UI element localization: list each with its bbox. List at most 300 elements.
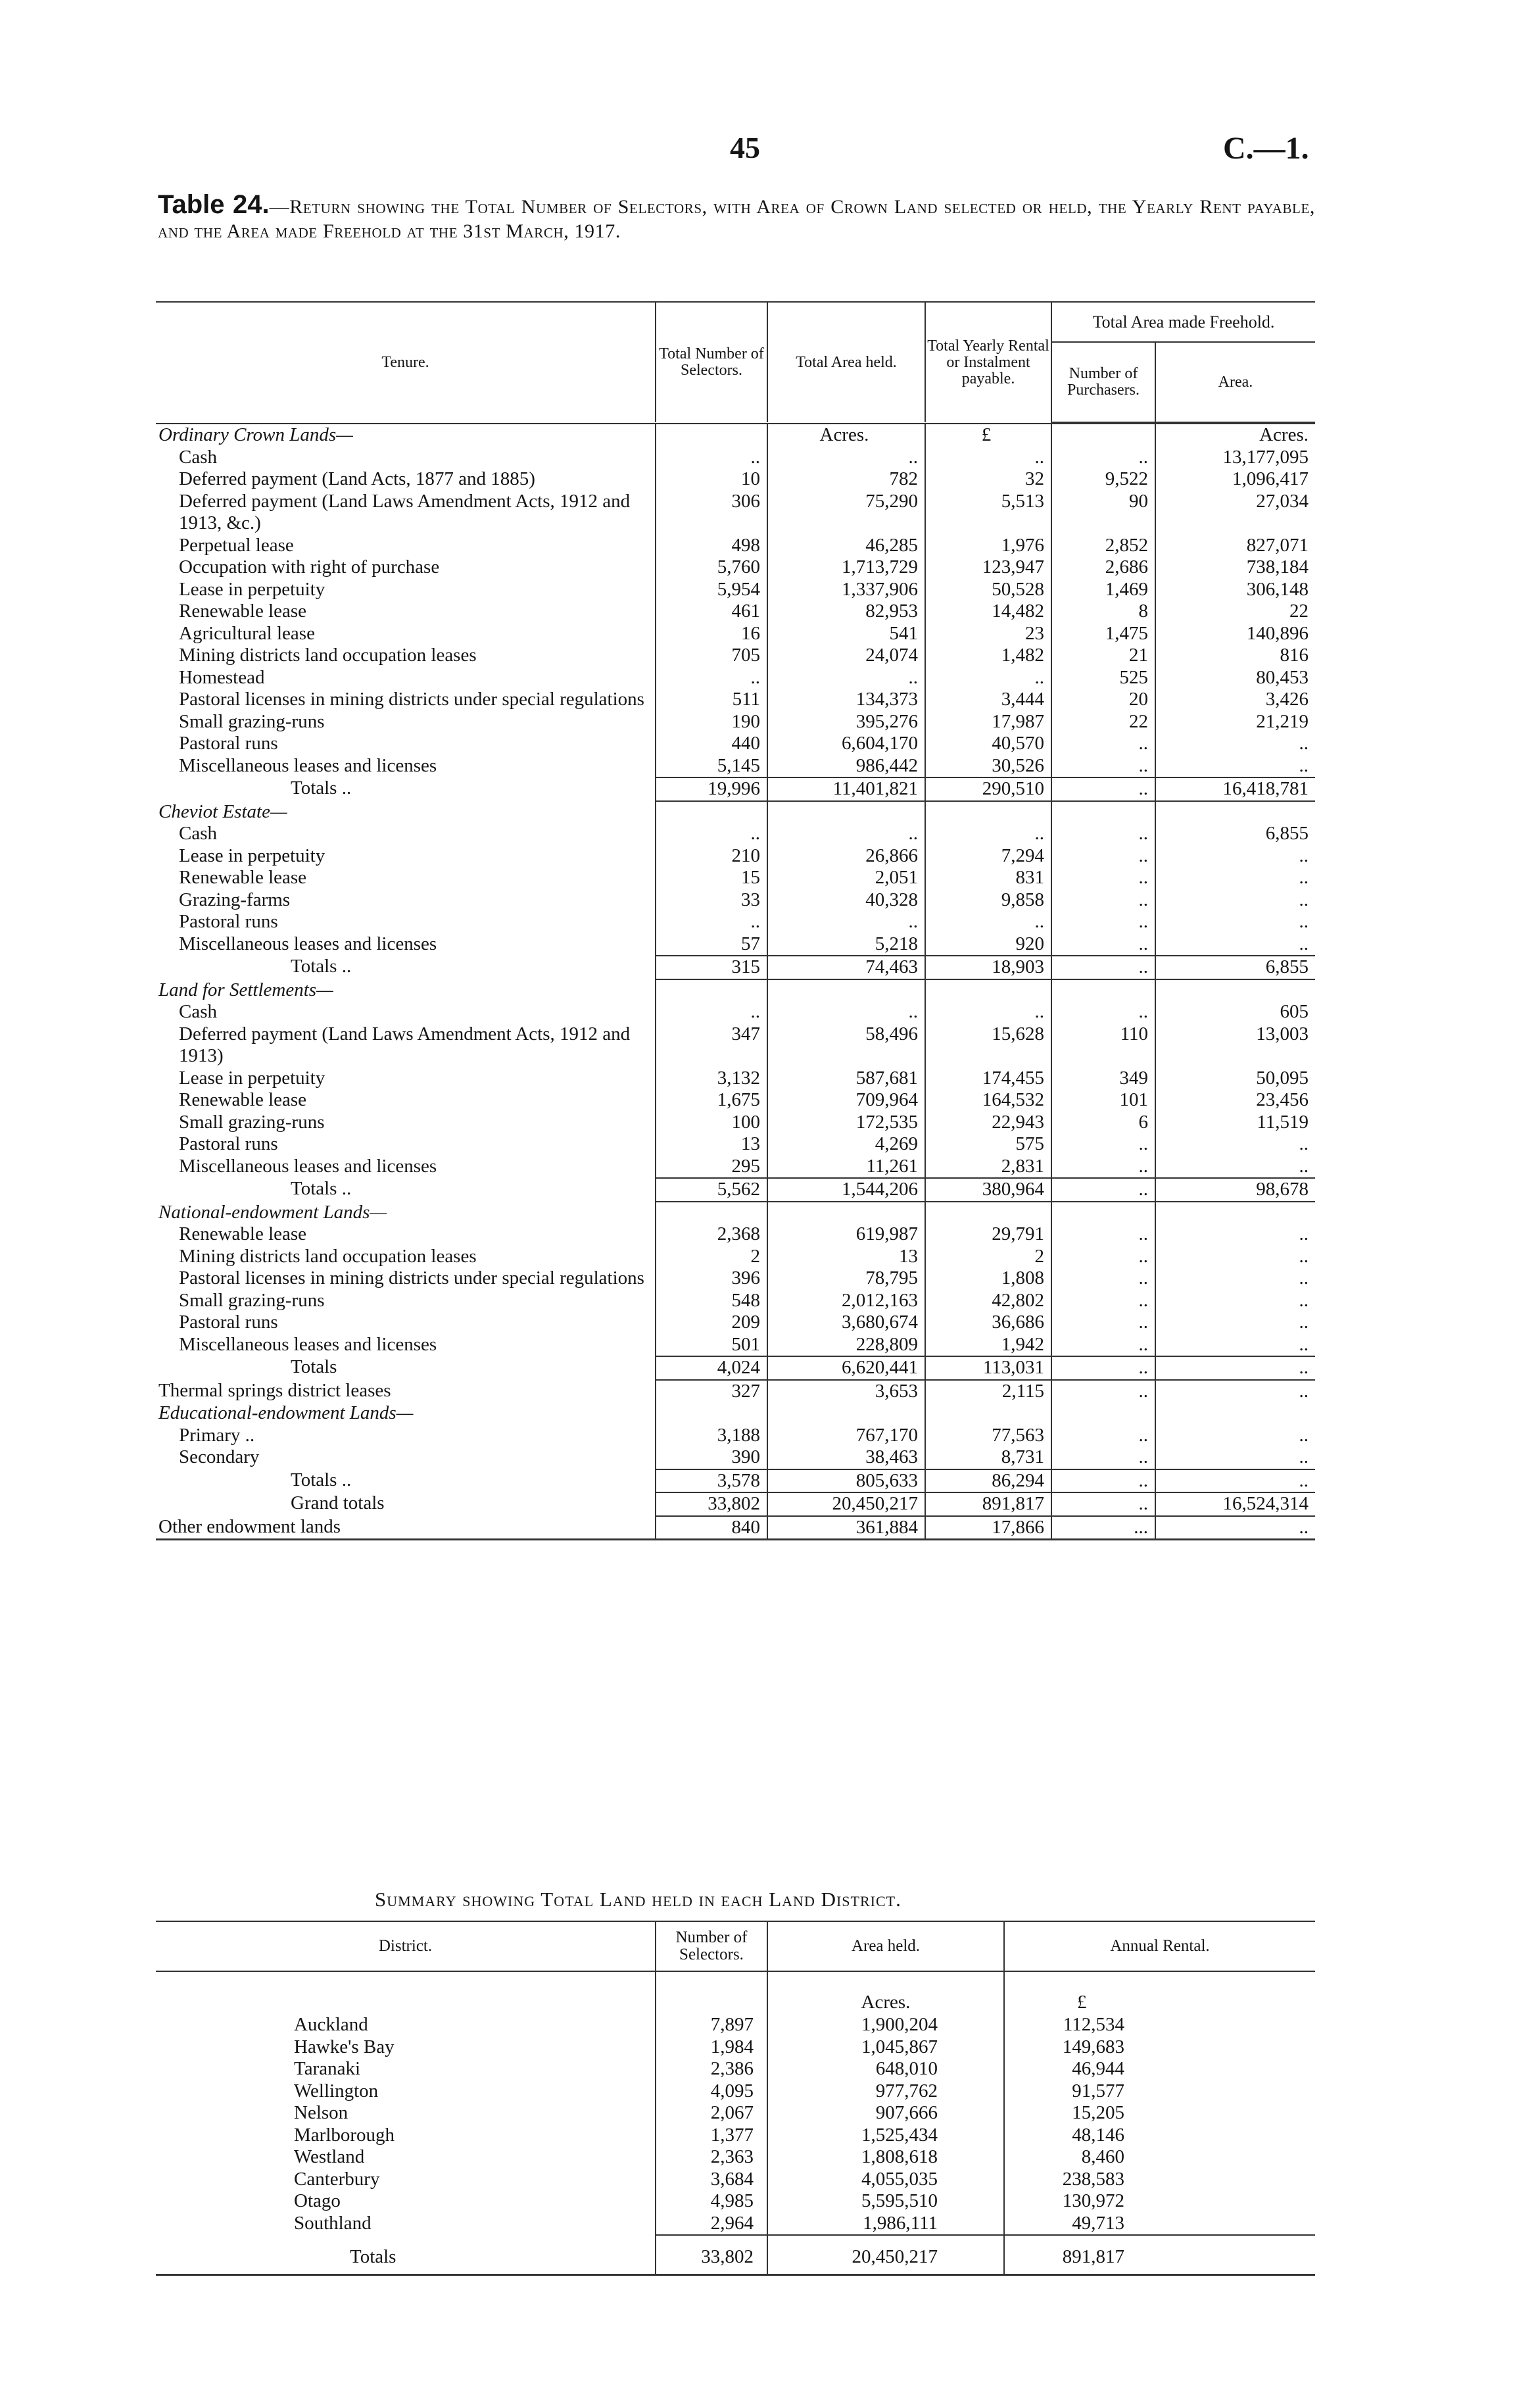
table-row-label: Cash bbox=[156, 823, 656, 845]
cell-fh_area: .. bbox=[1299, 1380, 1309, 1402]
cell-fh_area: .. bbox=[1299, 1133, 1309, 1154]
cell-fh_area: 306,148 bbox=[1246, 578, 1309, 600]
cell-selectors: 461 bbox=[656, 601, 767, 623]
other-endowment-row-label: Other endowment lands bbox=[156, 1516, 656, 1540]
cell-area: 13 bbox=[767, 1246, 925, 1268]
cell-rental: 18,903 bbox=[925, 956, 1051, 979]
summary-cell-rental: 8,460 bbox=[1081, 2146, 1124, 2167]
table-row-label: Perpetual lease bbox=[156, 535, 656, 557]
cell-area: 40,328 bbox=[767, 889, 925, 912]
table-row bbox=[156, 845, 1315, 868]
table-row bbox=[156, 468, 1315, 491]
totals-row bbox=[156, 777, 1315, 801]
section-heading: Cheviot Estate— bbox=[156, 801, 656, 823]
summary-cell-area: 4,055,035 bbox=[767, 2169, 1004, 2191]
cell-rental: 14,482 bbox=[925, 601, 1051, 623]
table-row-label: Deferred payment (Land Acts, 1877 and 1885) bbox=[156, 468, 656, 491]
table-row-label: Cash bbox=[156, 1001, 656, 1023]
summary-district: Canterbury bbox=[156, 2169, 656, 2191]
cell-rental: 40,570 bbox=[925, 733, 1051, 755]
summary-row bbox=[156, 2036, 1315, 2059]
table-number-label: Table 24. bbox=[158, 190, 270, 219]
summary-cell-rental: 49,713 bbox=[1072, 2212, 1124, 2234]
table-row bbox=[156, 1112, 1315, 1134]
table-row-label: Miscellaneous leases and licenses bbox=[156, 933, 656, 956]
totals-row bbox=[156, 1356, 1315, 1380]
empty-cell bbox=[1051, 1202, 1155, 1224]
cell-fh_area: .. bbox=[1299, 754, 1309, 776]
table-row-label: Secondary bbox=[156, 1446, 656, 1469]
cell-selectors: 315 bbox=[656, 956, 767, 979]
cell-selectors: 5,760 bbox=[656, 556, 767, 579]
table-row bbox=[156, 1312, 1315, 1334]
cell-fh_area: .. bbox=[1299, 1312, 1309, 1333]
cell-fh_area: .. bbox=[1299, 845, 1309, 866]
empty-cell bbox=[925, 1402, 1051, 1425]
summary-cell-area: 1,986,111 bbox=[767, 2213, 1004, 2236]
cell-area: 26,866 bbox=[767, 845, 925, 868]
table-row-label: Cash bbox=[156, 447, 656, 469]
summary-cell-rental: 46,944 bbox=[1072, 2058, 1124, 2079]
totals-row bbox=[156, 1178, 1315, 1202]
cell-rental: 17,866 bbox=[925, 1516, 1051, 1540]
table-row bbox=[156, 823, 1315, 845]
cell-area: .. bbox=[767, 447, 925, 469]
cell-fh_area: 98,678 bbox=[1155, 1178, 1315, 1202]
cell-rental: 29,791 bbox=[925, 1223, 1051, 1246]
table-row bbox=[156, 579, 1315, 601]
totals-row-label: Totals .. bbox=[156, 1469, 656, 1493]
table-row bbox=[156, 1023, 1315, 1068]
empty-cell bbox=[1155, 801, 1315, 823]
empty-cell bbox=[1051, 1402, 1155, 1425]
table-row-label: Renewable lease bbox=[156, 601, 656, 623]
cell-purchasers: .. bbox=[1051, 911, 1155, 933]
cell-area: 134,373 bbox=[767, 689, 925, 711]
summary-district: Southland bbox=[156, 2213, 656, 2236]
cell-purchasers: .. bbox=[1051, 845, 1155, 868]
cell-area: 1,337,906 bbox=[767, 579, 925, 601]
table-row bbox=[156, 711, 1315, 733]
table-row bbox=[156, 755, 1315, 778]
cell-rental: 831 bbox=[925, 867, 1051, 889]
table-row bbox=[156, 1223, 1315, 1246]
summary-row bbox=[156, 2146, 1315, 2169]
summary-title: Summary showing Total Land held in each Land District. bbox=[375, 1888, 901, 1911]
cell-selectors: 3,132 bbox=[656, 1068, 767, 1090]
summary-cell-rental: 238,583 bbox=[1062, 2168, 1124, 2190]
cell-selectors: 306 bbox=[656, 491, 767, 535]
table-row bbox=[156, 447, 1315, 469]
summary-col-district: District. bbox=[156, 1921, 656, 1971]
thermal-row-label: Thermal springs district leases bbox=[156, 1380, 656, 1403]
summary-cell-selectors: 7,897 bbox=[656, 2014, 767, 2036]
summary-row bbox=[156, 2190, 1315, 2213]
table-row-label: Deferred payment (Land Laws Amendment Acts, 1912 and 1913, &c.) bbox=[156, 491, 656, 535]
empty-cell bbox=[1155, 1402, 1315, 1425]
cell-selectors: 501 bbox=[656, 1334, 767, 1357]
cell-rental: .. bbox=[925, 447, 1051, 469]
summary-cell-area: 20,450,217 bbox=[767, 2235, 1004, 2274]
cell-purchasers: ... bbox=[1051, 1516, 1155, 1540]
cell-fh_area: .. bbox=[1299, 867, 1309, 888]
cell-area: .. bbox=[767, 1001, 925, 1023]
cell-area: 6,604,170 bbox=[767, 733, 925, 755]
summary-district: Totals bbox=[156, 2235, 656, 2274]
cell-fh_area: 605 bbox=[1280, 1001, 1309, 1022]
cell-area: 587,681 bbox=[767, 1068, 925, 1090]
cell-area: 38,463 bbox=[767, 1446, 925, 1469]
cell-selectors: 15 bbox=[656, 867, 767, 889]
cell-rental: 2,831 bbox=[925, 1156, 1051, 1179]
table-row bbox=[156, 733, 1315, 755]
cell-purchasers: .. bbox=[1051, 1246, 1155, 1268]
cell-purchasers: .. bbox=[1051, 867, 1155, 889]
col-header-tenure: Tenure. bbox=[156, 302, 656, 422]
col-header-selectors: Total Number of Selectors. bbox=[656, 302, 767, 422]
table-row-label: Deferred payment (Land Laws Amendment Acts, 1912 and 1913) bbox=[156, 1023, 656, 1068]
cell-fh_area: .. bbox=[1299, 1289, 1309, 1311]
cell-purchasers: .. bbox=[1051, 1223, 1155, 1246]
table-row-label: Homestead bbox=[156, 667, 656, 689]
empty-cell bbox=[925, 801, 1051, 823]
table-row bbox=[156, 911, 1315, 933]
summary-col-area: Area held. bbox=[767, 1921, 1004, 1971]
cell-purchasers: .. bbox=[1051, 956, 1155, 979]
empty-cell bbox=[767, 1202, 925, 1224]
cell-fh_area: 13,177,095 bbox=[1222, 446, 1309, 468]
cell-area: 75,290 bbox=[767, 491, 925, 535]
cell-fh_area: 140,896 bbox=[1246, 622, 1309, 644]
cell-purchasers: .. bbox=[1051, 1492, 1155, 1516]
cell-area: 4,269 bbox=[767, 1133, 925, 1156]
table-row bbox=[156, 1290, 1315, 1312]
table-row bbox=[156, 601, 1315, 623]
table-row-label: Primary .. bbox=[156, 1425, 656, 1447]
cell-area: 5,218 bbox=[767, 933, 925, 956]
cell-selectors: 1,675 bbox=[656, 1089, 767, 1112]
summary-cell-area: 907,666 bbox=[767, 2102, 1004, 2125]
cell-rental: 30,526 bbox=[925, 755, 1051, 778]
empty-cell bbox=[1051, 424, 1155, 447]
cell-selectors: .. bbox=[656, 667, 767, 689]
cell-purchasers: 21 bbox=[1051, 645, 1155, 667]
cell-selectors: 396 bbox=[656, 1267, 767, 1290]
cell-selectors: .. bbox=[656, 911, 767, 933]
cell-purchasers: 349 bbox=[1051, 1068, 1155, 1090]
col-header-freehold-group: Total Area made Freehold. bbox=[1051, 302, 1315, 342]
cell-rental: 8,731 bbox=[925, 1446, 1051, 1469]
summary-cell-rental: 91,577 bbox=[1072, 2080, 1124, 2101]
other-endowment-row bbox=[156, 1516, 1315, 1540]
cell-area: 3,680,674 bbox=[767, 1312, 925, 1334]
table-row bbox=[156, 1133, 1315, 1156]
cell-area: 709,964 bbox=[767, 1089, 925, 1112]
table-row-label: Miscellaneous leases and licenses bbox=[156, 755, 656, 778]
cell-selectors: 19,996 bbox=[656, 777, 767, 801]
cell-purchasers: 6 bbox=[1051, 1112, 1155, 1134]
section-heading: Ordinary Crown Lands— bbox=[156, 424, 656, 447]
summary-table-body bbox=[156, 1971, 1315, 2274]
cell-rental: 15,628 bbox=[925, 1023, 1051, 1068]
summary-district: Marlborough bbox=[156, 2125, 656, 2147]
cell-selectors: 4,024 bbox=[656, 1356, 767, 1380]
cell-purchasers: .. bbox=[1051, 933, 1155, 956]
summary-cell-rental: 48,146 bbox=[1072, 2124, 1124, 2146]
cell-area: 78,795 bbox=[767, 1267, 925, 1290]
summary-cell-area: 1,045,867 bbox=[767, 2036, 1004, 2059]
cell-fh_area: .. bbox=[1299, 1223, 1309, 1244]
empty-cell bbox=[1051, 801, 1155, 823]
cell-purchasers: 22 bbox=[1051, 711, 1155, 733]
cell-rental: 1,942 bbox=[925, 1334, 1051, 1357]
table-row-label: Mining districts land occupation leases bbox=[156, 645, 656, 667]
summary-cell-area: 648,010 bbox=[767, 2058, 1004, 2080]
cell-fh_area: .. bbox=[1299, 1424, 1309, 1446]
col-header-purchasers: Number of Purchasers. bbox=[1051, 342, 1155, 422]
cell-rental: 113,031 bbox=[925, 1356, 1051, 1380]
summary-row bbox=[156, 2102, 1315, 2125]
cell-selectors: 5,145 bbox=[656, 755, 767, 778]
cell-area: 805,633 bbox=[767, 1469, 925, 1493]
cell-purchasers: 9,522 bbox=[1051, 468, 1155, 491]
cell-purchasers: .. bbox=[1051, 1356, 1155, 1380]
summary-district: Otago bbox=[156, 2190, 656, 2213]
cell-area: 11,261 bbox=[767, 1156, 925, 1179]
cell-rental: 42,802 bbox=[925, 1290, 1051, 1312]
cell-selectors: 295 bbox=[656, 1156, 767, 1179]
cell-fh_area: 6,855 bbox=[1265, 823, 1309, 844]
cell-purchasers: .. bbox=[1051, 1001, 1155, 1023]
cell-area: 782 bbox=[767, 468, 925, 491]
cell-fh_area: .. bbox=[1299, 911, 1309, 932]
summary-row bbox=[156, 2080, 1315, 2103]
cell-area: 58,496 bbox=[767, 1023, 925, 1068]
cell-fh_area: 80,453 bbox=[1256, 666, 1309, 688]
cell-selectors: 840 bbox=[656, 1516, 767, 1540]
cell-selectors: 2 bbox=[656, 1246, 767, 1268]
summary-table bbox=[156, 1921, 1315, 2276]
summary-cell-area: 977,762 bbox=[767, 2080, 1004, 2103]
cell-rental: 7,294 bbox=[925, 845, 1051, 868]
cell-selectors: .. bbox=[656, 447, 767, 469]
table-row bbox=[156, 535, 1315, 557]
cell-purchasers: .. bbox=[1051, 755, 1155, 778]
cell-selectors: 57 bbox=[656, 933, 767, 956]
cell-rental: .. bbox=[925, 667, 1051, 689]
summary-col-selectors: Number of Selectors. bbox=[656, 1921, 767, 1971]
cell-rental: 920 bbox=[925, 933, 1051, 956]
cell-area: 172,535 bbox=[767, 1112, 925, 1134]
cell-fh_area: 1,096,417 bbox=[1232, 468, 1309, 489]
totals-row bbox=[156, 1469, 1315, 1493]
cell-rental: 36,686 bbox=[925, 1312, 1051, 1334]
document-reference: C.—1. bbox=[1223, 131, 1309, 166]
cell-area: 541 bbox=[767, 623, 925, 645]
cell-area: 74,463 bbox=[767, 956, 925, 979]
summary-cell-area: 1,900,204 bbox=[767, 2014, 1004, 2036]
summary-col-rental: Annual Rental. bbox=[1110, 1937, 1210, 1955]
cell-rental: 164,532 bbox=[925, 1089, 1051, 1112]
table-row-label: Pastoral runs bbox=[156, 1133, 656, 1156]
cell-fh_area: 738,184 bbox=[1246, 556, 1309, 577]
totals-row-label: Totals bbox=[156, 1356, 656, 1380]
cell-selectors: 10 bbox=[656, 468, 767, 491]
cell-purchasers: .. bbox=[1051, 1133, 1155, 1156]
cell-selectors: 327 bbox=[656, 1380, 767, 1403]
table-row bbox=[156, 1334, 1315, 1357]
summary-unit-rental: £ bbox=[1077, 1992, 1087, 2013]
cell-purchasers: .. bbox=[1051, 447, 1155, 469]
cell-selectors: 210 bbox=[656, 845, 767, 868]
cell-selectors: 13 bbox=[656, 1133, 767, 1156]
cell-rental: 50,528 bbox=[925, 579, 1051, 601]
cell-area: 2,051 bbox=[767, 867, 925, 889]
summary-cell-rental: 130,972 bbox=[1062, 2190, 1124, 2211]
table-row-label: Miscellaneous leases and licenses bbox=[156, 1334, 656, 1357]
summary-district: Wellington bbox=[156, 2080, 656, 2103]
summary-unit-area: Acres. bbox=[767, 1971, 1004, 2014]
table-row bbox=[156, 667, 1315, 689]
table-row-label: Lease in perpetuity bbox=[156, 1068, 656, 1090]
summary-totals-row bbox=[156, 2235, 1315, 2274]
cell-rental: 2,115 bbox=[925, 1380, 1051, 1403]
summary-cell-selectors: 1,984 bbox=[656, 2036, 767, 2059]
cell-selectors: 100 bbox=[656, 1112, 767, 1134]
cell-fh_area: 16,524,314 bbox=[1155, 1492, 1315, 1516]
summary-cell-selectors: 2,363 bbox=[656, 2146, 767, 2169]
cell-purchasers: .. bbox=[1051, 1156, 1155, 1179]
cell-rental: 123,947 bbox=[925, 556, 1051, 579]
cell-selectors: 440 bbox=[656, 733, 767, 755]
cell-rental: 32 bbox=[925, 468, 1051, 491]
cell-area: .. bbox=[767, 911, 925, 933]
cell-purchasers: 20 bbox=[1051, 689, 1155, 711]
table-row bbox=[156, 491, 1315, 535]
table-row bbox=[156, 1267, 1315, 1290]
cell-fh_area: .. bbox=[1299, 733, 1309, 754]
summary-district: Auckland bbox=[156, 2014, 656, 2036]
cell-area: .. bbox=[767, 823, 925, 845]
table-row-label: Lease in perpetuity bbox=[156, 579, 656, 601]
summary-row bbox=[156, 2125, 1315, 2147]
cell-purchasers: .. bbox=[1051, 1178, 1155, 1202]
summary-cell-selectors: 4,985 bbox=[656, 2190, 767, 2213]
grand-totals-row-label: Grand totals bbox=[156, 1492, 656, 1516]
table-row-label: Grazing-farms bbox=[156, 889, 656, 912]
unit-label: Acres. bbox=[1259, 424, 1309, 445]
empty-cell bbox=[1051, 979, 1155, 1002]
cell-rental: 575 bbox=[925, 1133, 1051, 1156]
table-row-label: Pastoral runs bbox=[156, 733, 656, 755]
cell-selectors: 33 bbox=[656, 889, 767, 912]
summary-cell-area: 1,525,434 bbox=[767, 2125, 1004, 2147]
cell-rental: 17,987 bbox=[925, 711, 1051, 733]
cell-area: 1,544,206 bbox=[767, 1178, 925, 1202]
cell-fh_area: .. bbox=[1155, 1356, 1315, 1380]
cell-rental: 380,964 bbox=[925, 1178, 1051, 1202]
cell-area: 11,401,821 bbox=[767, 777, 925, 801]
summary-district: Westland bbox=[156, 2146, 656, 2169]
summary-row bbox=[156, 2014, 1315, 2036]
table-row-label: Pastoral runs bbox=[156, 911, 656, 933]
cell-selectors: .. bbox=[656, 1001, 767, 1023]
thermal-row bbox=[156, 1380, 1315, 1403]
cell-area: 82,953 bbox=[767, 601, 925, 623]
cell-rental: 2 bbox=[925, 1246, 1051, 1268]
cell-fh_area: 21,219 bbox=[1256, 710, 1309, 732]
cell-fh_area: 50,095 bbox=[1256, 1067, 1309, 1089]
cell-purchasers: 2,852 bbox=[1051, 535, 1155, 557]
table-row bbox=[156, 1246, 1315, 1268]
cell-purchasers: 1,469 bbox=[1051, 579, 1155, 601]
empty-cell bbox=[656, 1402, 767, 1425]
summary-cell-selectors: 3,684 bbox=[656, 2169, 767, 2191]
cell-fh_area: .. bbox=[1299, 1245, 1309, 1267]
cell-rental: 9,858 bbox=[925, 889, 1051, 912]
empty-cell bbox=[1155, 979, 1315, 1002]
cell-area: 228,809 bbox=[767, 1334, 925, 1357]
summary-cell-area: 5,595,510 bbox=[767, 2190, 1004, 2213]
section-heading: Educational-endowment Lands— bbox=[156, 1402, 656, 1425]
table-row bbox=[156, 1001, 1315, 1023]
cell-selectors: 705 bbox=[656, 645, 767, 667]
table-row bbox=[156, 933, 1315, 956]
cell-fh_area: .. bbox=[1299, 889, 1309, 910]
cell-rental: 5,513 bbox=[925, 491, 1051, 535]
table-row bbox=[156, 867, 1315, 889]
cell-area: 395,276 bbox=[767, 711, 925, 733]
cell-purchasers: 110 bbox=[1051, 1023, 1155, 1068]
empty-cell bbox=[656, 424, 767, 447]
empty-cell bbox=[925, 1202, 1051, 1224]
cell-purchasers: .. bbox=[1051, 1312, 1155, 1334]
cell-area: 6,620,441 bbox=[767, 1356, 925, 1380]
empty-cell bbox=[656, 801, 767, 823]
cell-fh_area: 827,071 bbox=[1246, 534, 1309, 556]
summary-cell-area: 1,808,618 bbox=[767, 2146, 1004, 2169]
empty-cell bbox=[656, 1202, 767, 1224]
cell-purchasers: 525 bbox=[1051, 667, 1155, 689]
section-heading-row bbox=[156, 1202, 1315, 1224]
section-heading: National-endowment Lands— bbox=[156, 1202, 656, 1224]
table-title-text: —Return showing the Total Number of Selectors, with Area of Crown Land selected or held, the Yearly Rent payable, and the Area made Freehold at the 31st March, 1917. bbox=[158, 196, 1315, 242]
table-title bbox=[158, 190, 1315, 243]
summary-cell-selectors: 33,802 bbox=[656, 2235, 767, 2274]
cell-area: 619,987 bbox=[767, 1223, 925, 1246]
unit-label: Acres. bbox=[767, 424, 925, 447]
cell-rental: 1,482 bbox=[925, 645, 1051, 667]
table-row-label: Pastoral licenses in mining districts under special regulations bbox=[156, 1267, 656, 1290]
summary-cell-selectors: 1,377 bbox=[656, 2125, 767, 2147]
cell-rental: 891,817 bbox=[925, 1492, 1051, 1516]
table-row-label: Pastoral licenses in mining districts under special regulations bbox=[156, 689, 656, 711]
table-row-label: Occupation with right of purchase bbox=[156, 556, 656, 579]
summary-district: Taranaki bbox=[156, 2058, 656, 2080]
empty-cell bbox=[925, 979, 1051, 1002]
summary-district: Nelson bbox=[156, 2102, 656, 2125]
empty-cell bbox=[1155, 1202, 1315, 1224]
cell-purchasers: .. bbox=[1051, 1334, 1155, 1357]
table-row bbox=[156, 556, 1315, 579]
cell-purchasers: .. bbox=[1051, 1469, 1155, 1493]
cell-area: 1,713,729 bbox=[767, 556, 925, 579]
table-row-label: Agricultural lease bbox=[156, 623, 656, 645]
cell-area: 361,884 bbox=[767, 1516, 925, 1540]
cell-area: .. bbox=[767, 667, 925, 689]
cell-selectors: 3,578 bbox=[656, 1469, 767, 1493]
table-row bbox=[156, 1446, 1315, 1469]
